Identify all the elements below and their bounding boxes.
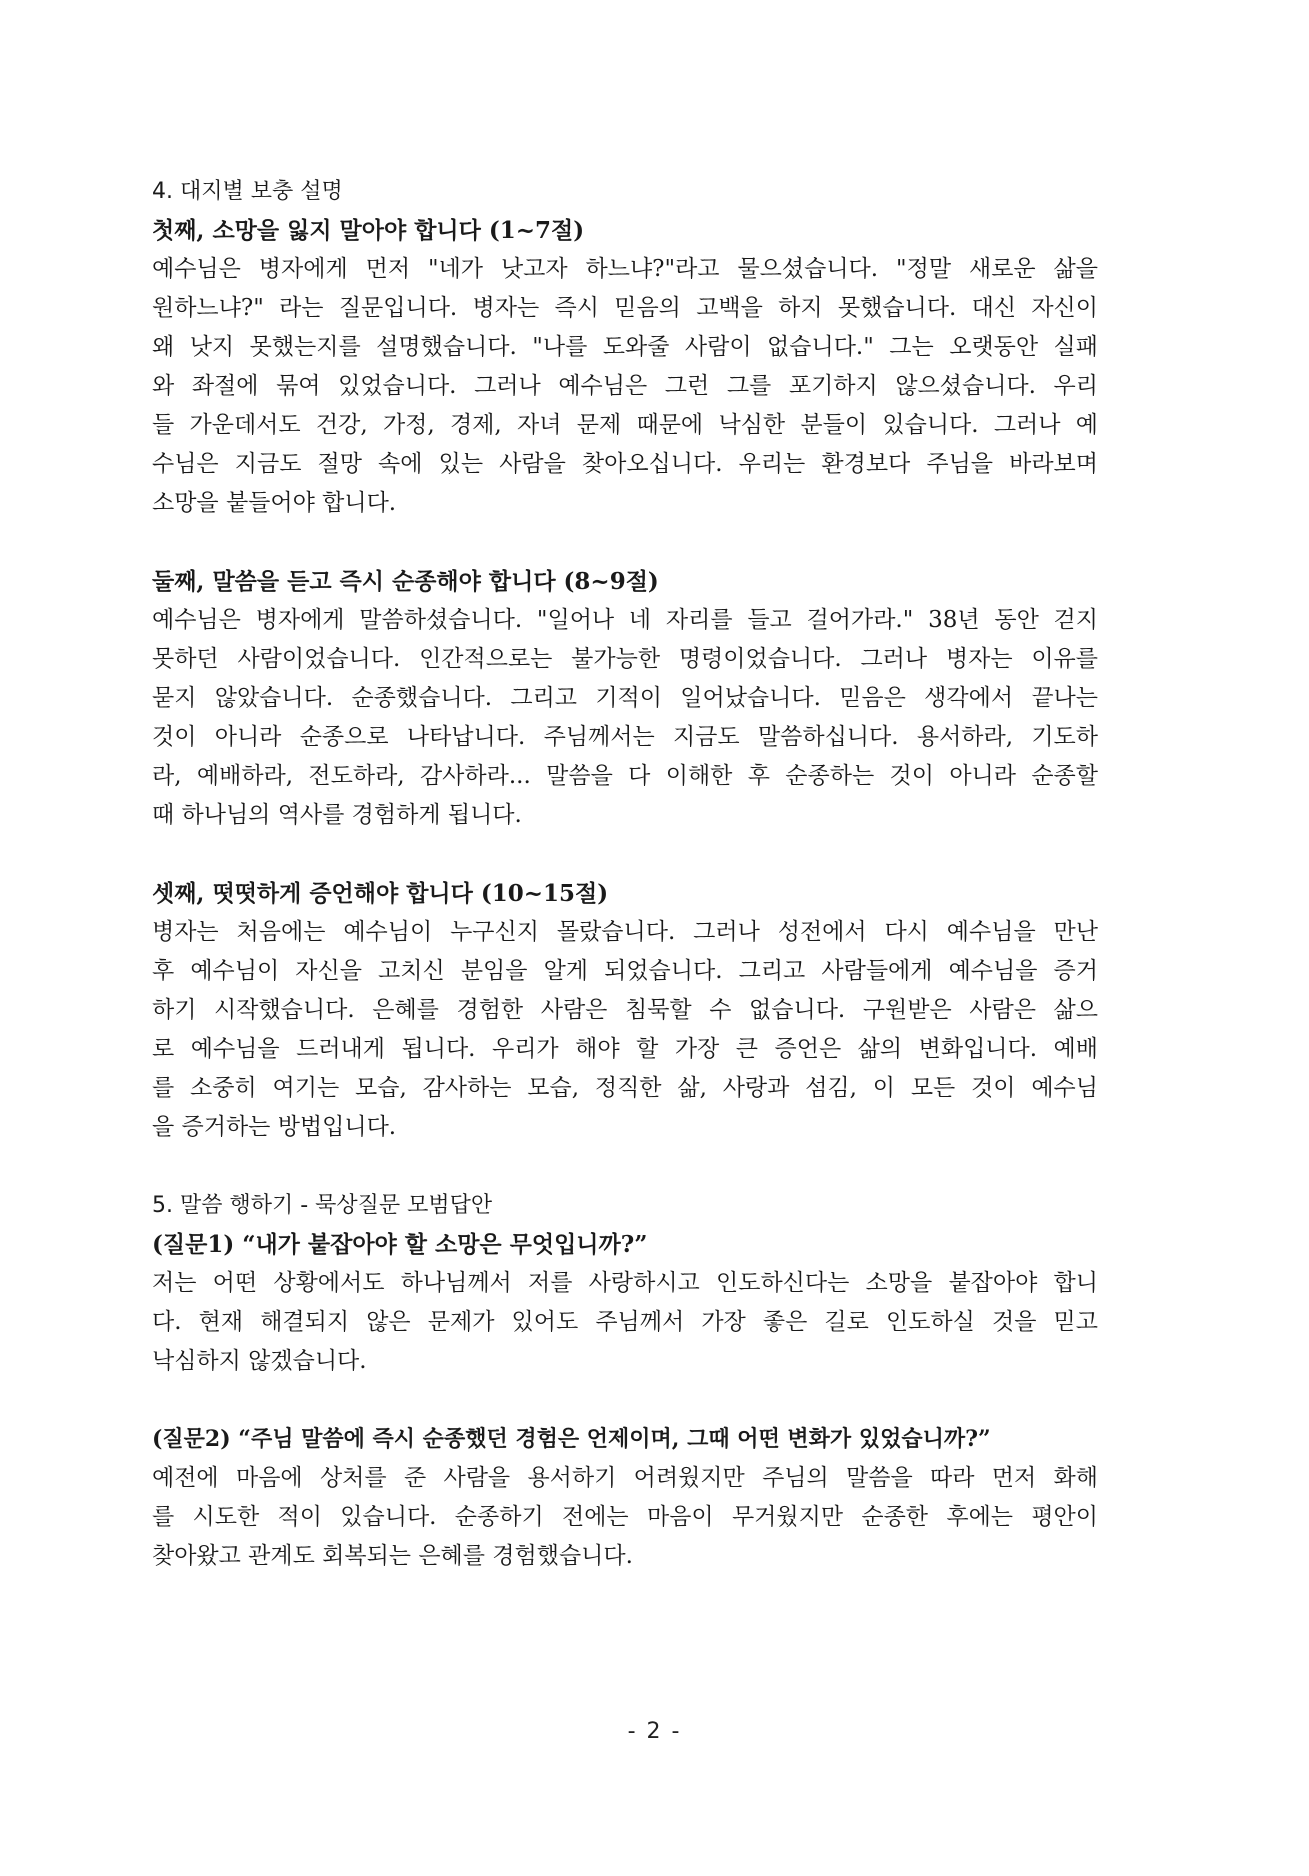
point-2-body bbox=[152, 601, 1098, 835]
paragraph-line: 다. 현재 해결되지 않은 문제가 있어도 주님께서 가장 좋은 길로 인도하실 것을 믿고 bbox=[152, 1309, 1098, 1335]
paragraph-line: 병자는 처음에는 예수님이 누구신지 몰랐습니다. 그러나 성전에서 다시 예수님을 만난 bbox=[152, 919, 1098, 945]
page-number: - 2 - bbox=[627, 1719, 682, 1744]
question-1-title: (질문1) “내가 붙잡아야 할 소망은 무엇입니까?” bbox=[152, 1231, 648, 1258]
question-2-answer bbox=[152, 1459, 1098, 1576]
paragraph-line: 예수님은 병자에게 먼저 "네가 낫고자 하느냐?"라고 물으셨습니다. "정말 새로운 삶을 bbox=[152, 256, 1098, 282]
document-page bbox=[152, 172, 1098, 1576]
paragraph-line: 예수님은 병자에게 말씀하셨습니다. "일어나 네 자리를 들고 걸어가라." 38년 동안 걷지 bbox=[152, 607, 1098, 633]
question-1-answer bbox=[152, 1264, 1098, 1381]
paragraph-line: 를 시도한 적이 있습니다. 순종하기 전에는 마음이 무거웠지만 순종한 후에는 평안이 bbox=[152, 1504, 1098, 1530]
paragraph-line: 못하던 사람이었습니다. 인간적으로는 불가능한 명령이었습니다. 그러나 병자는 이유를 bbox=[152, 646, 1098, 672]
paragraph-line: 을 증거하는 방법입니다. bbox=[152, 1114, 397, 1140]
paragraph-spacer bbox=[152, 1381, 1098, 1420]
paragraph-line: 후 예수님이 자신을 고치신 분임을 알게 되었습니다. 그리고 사람들에게 예수님을 증거 bbox=[152, 958, 1098, 984]
point-1-body bbox=[152, 250, 1098, 523]
point-3-title: 셋째, 떳떳하게 증언해야 합니다 (10~15절) bbox=[152, 880, 609, 907]
paragraph-line: 원하느냐?" 라는 질문입니다. 병자는 즉시 믿음의 고백을 하지 못했습니다. 대신 자신이 bbox=[152, 295, 1098, 321]
paragraph-line: 소망을 붙들어야 합니다. bbox=[152, 490, 397, 516]
paragraph-line: 라, 예배하라, 전도하라, 감사하라... 말씀을 다 이해한 후 순종하는 것이 아니라 순종할 bbox=[152, 763, 1098, 789]
question-2-title: (질문2) “주님 말씀에 즉시 순종했던 경험은 언제이며, 그때 어떤 변화가 있었습니까?” bbox=[152, 1426, 991, 1452]
section-4-heading: 4. 대지별 보충 설명 bbox=[152, 179, 343, 204]
paragraph-line: 하기 시작했습니다. 은혜를 경험한 사람은 침묵할 수 없습니다. 구원받은 사람은 삶으 bbox=[152, 997, 1098, 1023]
paragraph-line: 저는 어떤 상황에서도 하나님께서 저를 사랑하시고 인도하신다는 소망을 붙잡아야 합니 bbox=[152, 1270, 1098, 1296]
section-5-heading: 5. 말씀 행하기 - 묵상질문 모범답안 bbox=[152, 1193, 493, 1218]
paragraph-line: 와 좌절에 묶여 있었습니다. 그러나 예수님은 그런 그를 포기하지 않으셨습니다. 우리 bbox=[152, 373, 1098, 399]
paragraph-line: 묻지 않았습니다. 순종했습니다. 그리고 기적이 일어났습니다. 믿음은 생각에서 끝나는 bbox=[152, 685, 1098, 711]
paragraph-line: 수님은 지금도 절망 속에 있는 사람을 찾아오십니다. 우리는 환경보다 주님을 바라보며 bbox=[152, 451, 1098, 477]
paragraph-line: 때 하나님의 역사를 경험하게 됩니다. bbox=[152, 802, 522, 828]
paragraph-line: 를 소중히 여기는 모습, 감사하는 모습, 정직한 삶, 사랑과 섬김, 이 모든 것이 예수님 bbox=[152, 1075, 1098, 1101]
point-3-body bbox=[152, 913, 1098, 1147]
paragraph-line: 찾아왔고 관계도 회복되는 은혜를 경험했습니다. bbox=[152, 1543, 633, 1569]
paragraph-line: 왜 낫지 못했는지를 설명했습니다. "나를 도와줄 사람이 없습니다." 그는 오랫동안 실패 bbox=[152, 334, 1098, 360]
paragraph-line: 것이 아니라 순종으로 나타납니다. 주님께서는 지금도 말씀하십니다. 용서하라, 기도하 bbox=[152, 724, 1098, 750]
paragraph-spacer bbox=[152, 835, 1098, 874]
point-1-title: 첫째, 소망을 잃지 말아야 합니다 (1~7절) bbox=[152, 217, 585, 244]
paragraph-line: 로 예수님을 드러내게 됩니다. 우리가 해야 할 가장 큰 증언은 삶의 변화입니다. 예배 bbox=[152, 1036, 1098, 1062]
point-2-title: 둘째, 말씀을 듣고 즉시 순종해야 합니다 (8~9절) bbox=[152, 568, 659, 595]
paragraph-line: 들 가운데서도 건강, 가정, 경제, 자녀 문제 때문에 낙심한 분들이 있습니다. 그러나 예 bbox=[152, 412, 1098, 438]
paragraph-spacer bbox=[152, 1147, 1098, 1186]
paragraph-line: 예전에 마음에 상처를 준 사람을 용서하기 어려웠지만 주님의 말씀을 따라 먼저 화해 bbox=[152, 1465, 1098, 1491]
paragraph-line: 낙심하지 않겠습니다. bbox=[152, 1348, 367, 1374]
paragraph-spacer bbox=[152, 523, 1098, 562]
